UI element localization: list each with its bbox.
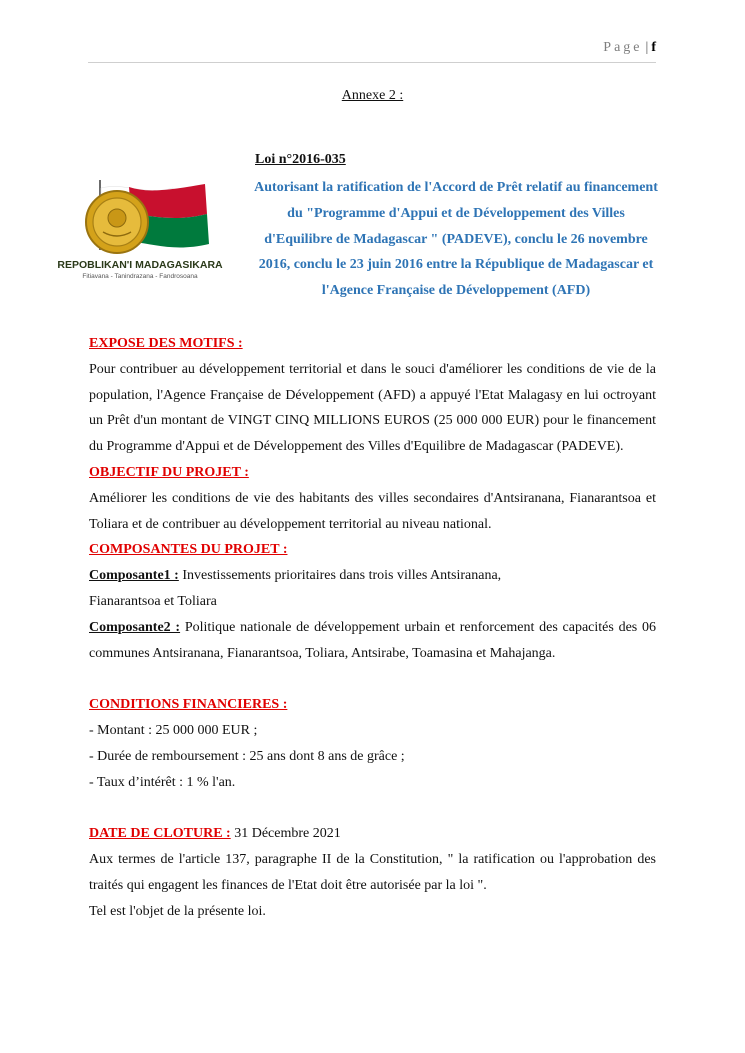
composante2-label: Composante2 : [89, 619, 181, 635]
cloture-text: Aux termes de l'article 137, paragraphe II de la Constitution, " la ratification ou l'approbation des traités qui engagent les finances de l'Etat doit être autorisée par la loi ". [89, 851, 656, 893]
cloture-date: 31 Décembre 2021 [230, 826, 341, 842]
annex-title: Annexe 2 : [341, 88, 404, 103]
composante1-label: Composante1 : [89, 568, 179, 584]
spacer [89, 795, 656, 821]
conditions-heading: CONDITIONS FINANCIERES : [89, 697, 288, 713]
page-header [88, 40, 656, 63]
composante1-text-line1: Investissements prioritaires dans trois villes Antsiranana, [178, 568, 502, 584]
closing-text: Tel est l'objet de la présente loi. [89, 903, 266, 919]
composante1-text-line2: Fianarantsoa et Toliara [89, 593, 217, 609]
seal-graphic [45, 178, 235, 280]
condition-item: - Durée de remboursement : 25 ans dont 8 ans de grâce ; [89, 748, 405, 764]
expose-text: Pour contribuer au développement territorial et dans le souci d'améliorer les conditions de vie de la population, l'Agence Française de Développement (AFD) a appuyé l'Etat Malagasy en lui octroyant un Prêt d'un montant de VINGT CINQ MILLIONS EUROS (25 000 000 EUR) pour le financement du Programme d'Appui et de Développement des Villes d'Equilibre de Madagascar (PADEVE). [89, 361, 656, 455]
composantes-heading: COMPOSANTES DU PROJET : [89, 542, 288, 558]
spacer [89, 666, 656, 692]
cloture-heading: DATE DE CLOTURE : [89, 826, 231, 842]
seal-emblem [108, 209, 126, 227]
condition-item: - Taux d’intérêt : 1 % l'an. [89, 774, 236, 790]
madagascar-seal-logo [45, 178, 235, 280]
page-word: Page [603, 40, 643, 55]
condition-item: - Montant : 25 000 000 EUR ; [89, 722, 258, 738]
objectif-text: Améliorer les conditions de vie des habitants des villes secondaires d'Antsiranana, Fianarantsoa et Toliara et de contribuer au développement territorial au niveau national. [89, 490, 656, 532]
composante2-text: Politique nationale de développement urbain et renforcement des capacités des 06 communes Antsiranana, Fianarantsoa, Toliara, Antsirabe, Toamasina et Mahajanga. [89, 619, 656, 661]
page-separator: | [645, 40, 649, 55]
document-body [89, 331, 656, 924]
seal-motto-text: Fitiavana - Tanindrazana - Fandrosoana [82, 273, 198, 280]
seal-name-text: REPOBLIKAN'I MADAGASIKARA [57, 259, 223, 271]
page-number: f [651, 40, 656, 55]
expose-heading: EXPOSE DES MOTIFS : [89, 336, 243, 351]
law-description: Autorisant la ratification de l'Accord de Prêt relatif au financement du "Programme d'Appui et de Développement des Villes d'Equilibre de Madagascar " (PADEVE), conclu le 26 novembre 2016, conclu le 23 juin 2016 entre la République de Madagascar et l'Agence Française de Développement (AFD) [254, 180, 658, 299]
objectif-heading: OBJECTIF DU PROJET : [89, 464, 249, 480]
law-title: Loi n°2016-035 [255, 152, 346, 167]
